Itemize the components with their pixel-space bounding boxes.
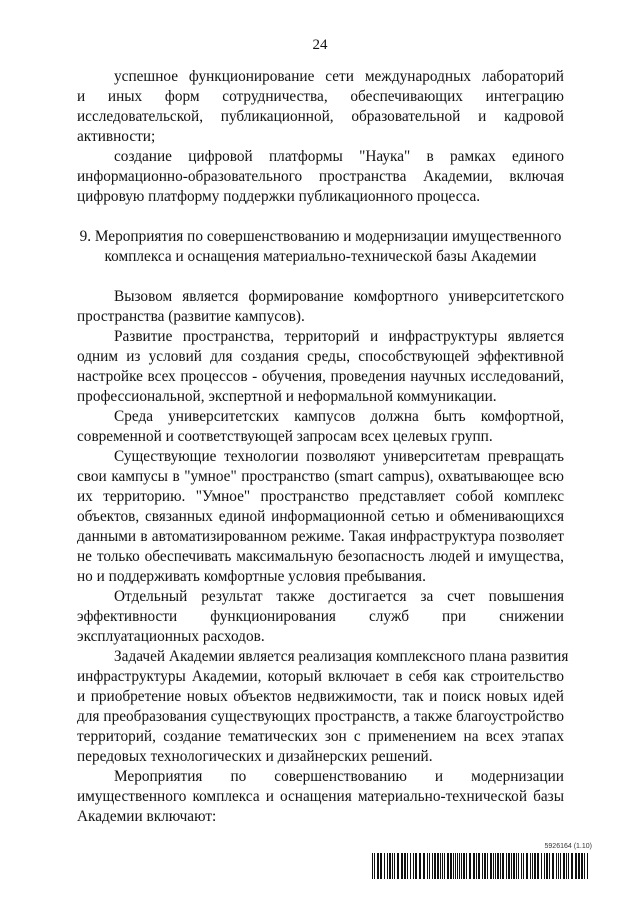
text-line: свои кампусы в "умное" пространство (smart campus), охватывающее всю [77, 468, 564, 485]
text-line: передовых технологических и дизайнерских решений. [77, 748, 433, 765]
text-line: профессиональной, экспертной и неформальной коммуникации. [77, 388, 497, 405]
text-line: Мероприятия по совершенствованию и модернизации [114, 768, 564, 785]
text-line: Развитие пространства, территорий и инфраструктуры является [114, 328, 564, 345]
text-line: создание цифровой платформы "Наука" в рамках единого [114, 148, 564, 165]
text-line: Существующие технологии позволяют университетам превращать [114, 448, 564, 465]
text-line: эксплуатационных расходов. [77, 628, 265, 645]
text-line: эффективности функционирования служб при снижении [77, 608, 564, 625]
text-line: пространства (развитие кампусов). [77, 308, 305, 325]
text-line: но и поддерживать комфортные условия пребывания. [77, 568, 426, 585]
text-line: активности; [77, 128, 156, 145]
text-line: одним из условий для создания среды, способствующей эффективной [77, 348, 564, 365]
text-line: исследовательской, публикационной, образовательной и кадровой [77, 108, 564, 125]
text-line: Вызовом является формирование комфортного университетского [114, 288, 564, 305]
text-line: данными в автоматизированном режиме. Такая инфраструктура позволяет [77, 528, 564, 545]
text-line: информационно-образовательного пространства Академии, включая [77, 168, 564, 185]
section-heading: 9. Мероприятия по совершенствованию и модернизации имущественного [79, 228, 562, 245]
section-heading: комплекса и оснащения материально-технической базы Академии [104, 248, 537, 265]
barcode-block [372, 843, 592, 883]
text-line: их территорию. "Умное" пространство представляет собой комплекс [77, 488, 564, 505]
text-line: и иных форм сотрудничества, обеспечивающих интеграцию [77, 88, 564, 105]
text-line: не только обеспечивать максимальную безопасность людей и имущества, [77, 548, 564, 565]
text-line: современной и соответствующей запросам всех целевых групп. [77, 428, 493, 445]
text-line: имущественного комплекса и оснащения материально-технической базы [77, 788, 564, 805]
text-line: объектов, связанных единой информационной сетью и обменивающихся [77, 508, 564, 525]
text-line: настройке всех процессов - обучения, проведения научных исследований, [77, 368, 564, 385]
text-line: территорий, создание тематических зон с применением на всех этапах [77, 728, 564, 745]
text-line: Среда университетских кампусов должна быть комфортной, [114, 408, 564, 425]
page-number: 24 [312, 37, 328, 53]
text-line: Отдельный результат также достигается за счет повышения [114, 588, 564, 605]
text-line: инфраструктуры Академии, который включает в себя как строительство [77, 668, 564, 685]
text-line: для преобразования существующих пространств, а также благоустройство [77, 708, 564, 725]
barcode-image [372, 853, 592, 879]
text-line: Задачей Академии является реализация комплексного плана развития [114, 648, 569, 665]
text-line: Академии включают: [77, 808, 217, 825]
text-line: успешное функционирование сети международных лабораторий [114, 68, 564, 85]
text-line: и приобретение новых объектов недвижимости, так и поиск новых идей [77, 688, 564, 705]
barcode-number: 5926164 (1.10) [544, 843, 592, 850]
text-line: цифровую платформу поддержки публикационного процесса. [77, 188, 481, 205]
